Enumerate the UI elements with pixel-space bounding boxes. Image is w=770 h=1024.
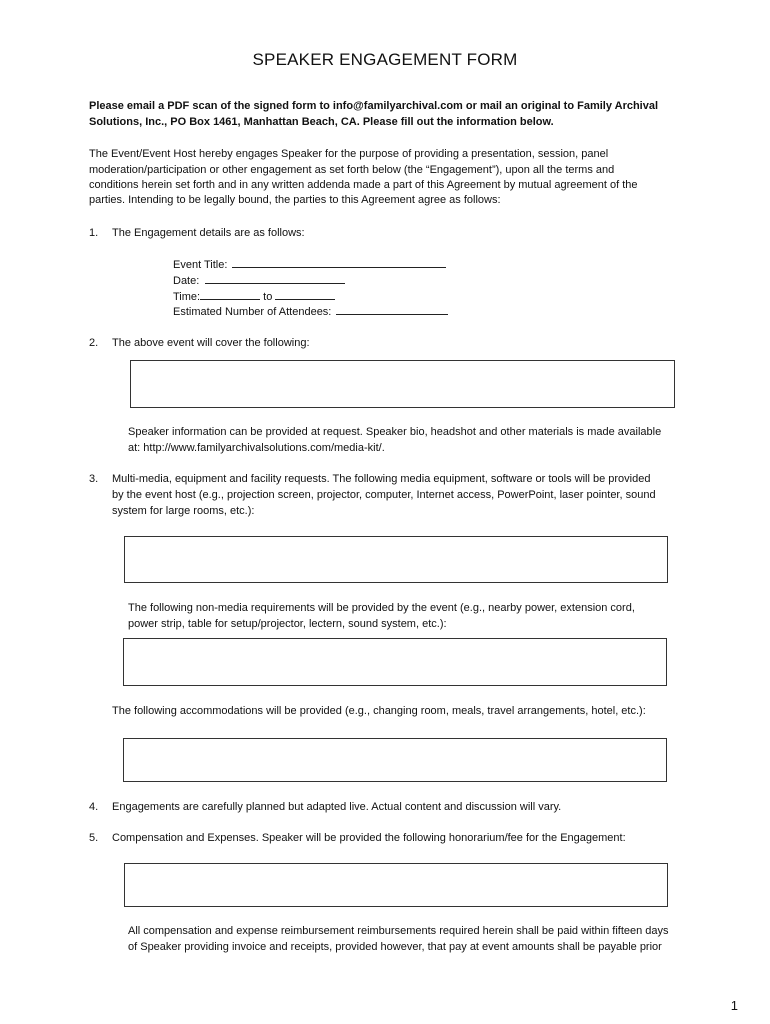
section-2-text: The above event will cover the following: (112, 337, 310, 349)
section-3-line-3: system for large rooms, etc.): (112, 505, 255, 517)
agreement-line-4: parties. Intending to be legally bound, the parties to this Agreement agree as follows: (89, 194, 501, 206)
section-3-number: 3. (89, 473, 99, 485)
page-number: 1 (730, 998, 738, 1013)
section-4-number: 4. (89, 801, 99, 813)
compensation-note-line-1: All compensation and expense reimbursement reimbursements required herein shall be paid within fifteen days (128, 925, 669, 937)
section-3-line-1: Multi-media, equipment and facility requests. The following media equipment, software or tools will be provided (112, 473, 651, 485)
event-title-label: Event Title: (173, 259, 228, 271)
section-1-text: The Engagement details are as follows: (112, 227, 305, 239)
section-2-number: 2. (89, 337, 99, 349)
agreement-line-2: moderation/participation or other engagement as set forth below (the “Engagement”), upon all the terms and (89, 164, 615, 176)
attendees-blank[interactable] (336, 303, 448, 315)
section-5-text: Compensation and Expenses. Speaker will be provided the following honorarium/fee for the Engagement: (112, 832, 626, 844)
intro-line-1: Please email a PDF scan of the signed form to info@familyarchival.com or mail an original to Family Archival (89, 100, 659, 112)
nonmedia-line-1: The following non-media requirements will be provided by the event (e.g., nearby power, extension cord, (128, 602, 635, 614)
agreement-line-1: The Event/Event Host hereby engages Speaker for the purpose of providing a presentation, session, panel (89, 148, 609, 160)
date-field (173, 272, 345, 290)
event-title-field (173, 256, 446, 274)
intro-line-2: Solutions, Inc., PO Box 1461, Manhattan Beach, CA. Please fill out the information below. (89, 116, 554, 128)
date-blank[interactable] (205, 272, 345, 284)
form-title: SPEAKER ENGAGEMENT FORM (252, 50, 518, 69)
time-start-blank[interactable] (200, 288, 260, 300)
accommodations-text: The following accommodations will be provided (e.g., changing room, meals, travel arrangements, hotel, etc.): (112, 705, 646, 717)
time-end-blank[interactable] (275, 288, 335, 300)
media-requests-input-box[interactable] (124, 536, 668, 583)
accommodations-input-box[interactable] (123, 738, 667, 782)
event-title-blank[interactable] (232, 256, 446, 268)
section-3-line-2: by the event host (e.g., projection screen, projector, computer, Internet access, PowerPoint, laser pointer, sound (112, 489, 656, 501)
nonmedia-line-2: power strip, table for setup/projector, lectern, sound system, etc.): (128, 618, 447, 630)
attendees-label: Estimated Number of Attendees: (173, 306, 332, 318)
speaker-info-line-2: at: http://www.familyarchivalsolutions.com/media-kit/. (128, 442, 385, 454)
nonmedia-requirements-input-box[interactable] (123, 638, 667, 686)
attendees-field (173, 303, 448, 321)
section-4-text: Engagements are carefully planned but adapted live. Actual content and discussion will vary. (112, 801, 562, 813)
date-label: Date: (173, 275, 200, 287)
section-5-number: 5. (89, 832, 99, 844)
time-to-label: to (263, 291, 273, 303)
compensation-note-line-2: of Speaker providing invoice and receipts, provided however, that pay at event amounts shall be payable prior (128, 941, 662, 953)
section-1-number: 1. (89, 227, 99, 239)
agreement-line-3: conditions herein set forth and in any written addenda made a part of this Agreement by mutual agreement of the (89, 179, 638, 191)
speaker-info-line-1: Speaker information can be provided at request. Speaker bio, headshot and other materials is made available (128, 426, 662, 438)
compensation-input-box[interactable] (124, 863, 668, 907)
time-label: Time: (173, 291, 201, 303)
event-coverage-input-box[interactable] (130, 360, 675, 408)
